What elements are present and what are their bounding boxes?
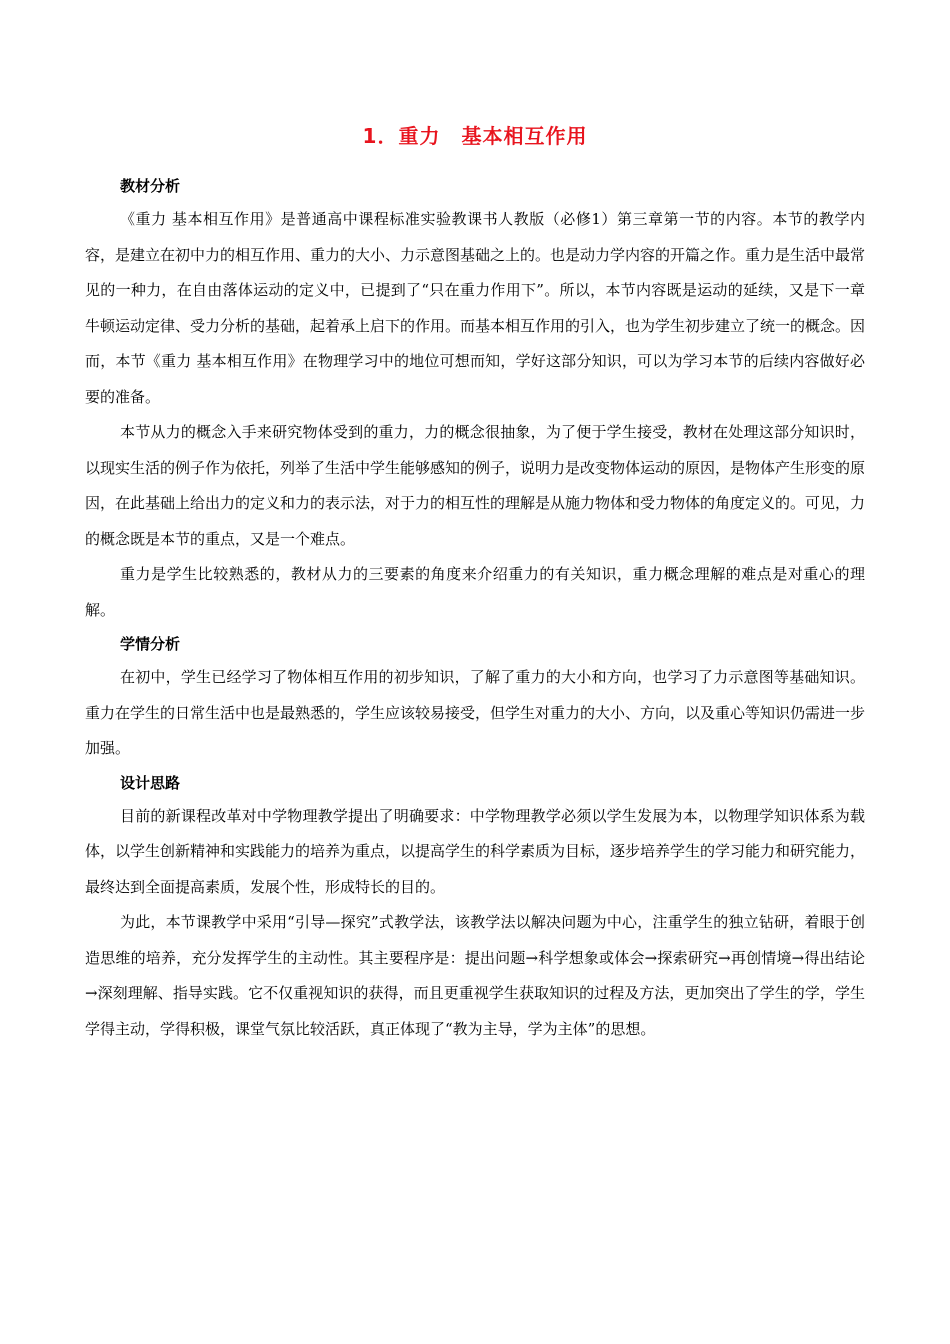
paragraph: 在初中，学生已经学习了物体相互作用的初步知识，了解了重力的大小和方向，也学习了力示意图等基础知识。重力在学生的日常生活中也是最熟悉的，学生应该较易接受，但学生对重力的大小、方向，以及重心等知识仍需进一步加强。 xyxy=(85,668,866,757)
document-title: 1．重力 基本相互作用 xyxy=(362,124,588,148)
section-heading: 学情分析 xyxy=(120,635,181,653)
section-heading: 教材分析 xyxy=(120,177,181,195)
section-design-approach xyxy=(85,767,865,1048)
paragraph: 目前的新课程改革对中学物理教学提出了明确要求：中学物理教学必须以学生发展为本，以物理学知识体系为载体，以学生创新精神和实践能力的培养为重点，以提高学生的科学素质为目标，逐步培养学生的学习能力和研究能力，最终达到全面提高素质，发展个性，形成特长的目的。 xyxy=(85,806,866,896)
section-textbook-analysis xyxy=(85,170,865,628)
section-student-analysis xyxy=(85,628,865,767)
paragraph: 《重力 基本相互作用》是普通高中课程标准实验教课书人教版（必修1）第三章第一节的内容。本节的教学内容，是建立在初中力的相互作用、重力的大小、力示意图基础之上的。也是动力学内容的开篇之作。重力是生活中最常见的一种力，在自由落体运动的定义中，已提到了“只在重力作用下”。所以，本节内容既是运动的延续，又是下一章牛顿运动定律、受力分析的基础，起着承上启下的作用。而基本相互作用的引入，也为学生初步建立了统一的概念。因而，本节《重力 基本相互作用》在物理学习中的地位可想而知，学好这部分知识，可以为学习本节的后续内容做好必要的准备。 xyxy=(85,210,866,406)
document-page xyxy=(85,118,865,1047)
paragraph: 为此，本节课教学中采用“引导—探究”式教学法，该教学法以解决问题为中心，注重学生的独立钻研，着眼于创造思维的培养，充分发挥学生的主动性。其主要程序是：提出问题→科学想象或体会→探索研究→再创情境→得出结论→深刻理解、指导实践。它不仅重视知识的获得，而且更重视学生获取知识的过程及方法，更加突出了学生的学，学生学得主动，学得积极，课堂气氛比较活跃，真正体现了“教为主导，学为主体”的思想。 xyxy=(85,913,865,1038)
paragraph: 本节从力的概念入手来研究物体受到的重力，力的概念很抽象，为了便于学生接受，教材在处理这部分知识时，以现实生活的例子作为依托，列举了生活中学生能够感知的例子，说明力是改变物体运动的原因，是物体产生形变的原因，在此基础上给出力的定义和力的表示法，对于力的相互性的理解是从施力物体和受力物体的角度定义的。可见，力的概念既是本节的重点，又是一个难点。 xyxy=(85,423,866,548)
section-heading: 设计思路 xyxy=(120,773,181,792)
paragraph: 重力是学生比较熟悉的，教材从力的三要素的角度来介绍重力的有关知识，重力概念理解的难点是对重心的理解。 xyxy=(85,565,865,619)
